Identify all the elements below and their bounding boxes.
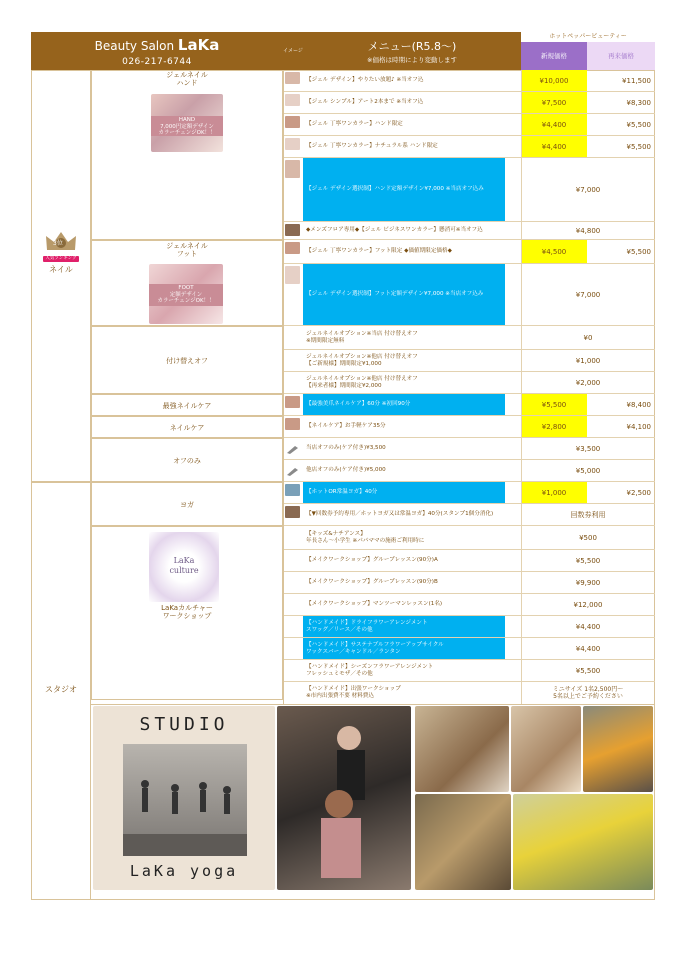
menu-row (283, 660, 655, 682)
row-text: 【ハンドメイド】サステナブルフラワーアップサイクル ワックスバー／キャンドル／ランタン (303, 638, 505, 659)
row-divider (91, 704, 655, 705)
flat-price: ¥4,800 (575, 226, 601, 235)
menu-row (283, 264, 655, 326)
culture-label: LaKaカルチャー ワークショップ (161, 604, 213, 620)
repeat-price: ¥5,500 (626, 120, 651, 129)
row-text: 【ハンドメイド】出張ワークショップ ※市内出張費不要 材料費込 (306, 685, 401, 699)
menu-title: メニュー(R5.8～) (367, 40, 457, 53)
culture-logo (149, 532, 219, 602)
stylist-illustration (277, 706, 411, 890)
foot-photo-caption: FOOT 定額デザイン カラーチェンジOK！！ (157, 285, 215, 304)
flat-price: ¥1,000 (575, 356, 601, 365)
nail-thumbnail-icon (285, 138, 300, 150)
row-text: 【ジェル デザイン】やりたい放題♪ ※当オフ込 (306, 77, 424, 83)
repeat-price: ¥8,300 (626, 98, 651, 107)
menu-row (283, 682, 655, 704)
workshop-photo-1 (415, 706, 509, 792)
image-column-header: イメージ (283, 32, 303, 70)
nail-tool-icon (285, 443, 300, 455)
flat-price: ¥9,900 (575, 578, 601, 587)
care-strong-label: 最強ネイルケア (162, 402, 212, 410)
nail-thumbnail-icon (285, 418, 300, 430)
repeat-price: ¥11,500 (622, 76, 651, 85)
makeup-lesson-photo (277, 706, 411, 890)
nail-thumbnail-icon (285, 72, 300, 84)
gel-foot-label: ジェルネイル フット (166, 242, 208, 258)
menu-row (283, 350, 655, 372)
menu-row (283, 416, 655, 438)
menu-row (283, 326, 655, 350)
new-price: ¥10,000 (521, 70, 587, 91)
repeat-price: ¥5,500 (626, 142, 651, 151)
menu-row (283, 504, 655, 526)
off-only-label: オフのみ (173, 457, 201, 465)
flat-price: 回数券利用 (570, 510, 606, 519)
row-text: 【メイクワークショップ】グループレッスン(90分)A (306, 557, 438, 563)
menu-row (283, 92, 655, 114)
flat-price: ¥5,500 (575, 556, 601, 565)
repeat-price: ¥4,100 (626, 422, 651, 431)
menu-row (283, 114, 655, 136)
hand-nail-photo (151, 94, 223, 152)
flat-price: ¥500 (579, 533, 597, 542)
nail-tool-icon (285, 465, 300, 477)
row-text: 【ジェル デザイン選択制】ハンド定額デザイン¥7,000 ※当店オフ込み (303, 158, 505, 221)
menu-row (283, 594, 655, 616)
flat-price: ¥3,500 (575, 444, 601, 453)
menu-row (283, 526, 655, 550)
flat-price: ¥7,000 (575, 185, 601, 194)
nail-section-label: ネイル (49, 265, 73, 274)
studio-poster (93, 706, 275, 890)
flat-price: ¥12,000 (573, 600, 603, 609)
yoga-thumbnail-icon (285, 506, 300, 518)
yoga-thumbnail-icon (285, 484, 300, 496)
row-text: 【ジェル デザイン選択制】フット定額デザイン¥7,000 ※当店オフ込み (303, 264, 505, 325)
row-text: ジェルネイルオプション※他店 付け替えオフ 【再来者様】期間限定¥2,000 (306, 375, 418, 389)
flat-price: ¥0 (583, 333, 593, 342)
row-text: 【キッズ&ナチアンス】 年長さん～小学生 ※パパママの施術ご利用時に (306, 530, 425, 544)
new-price-header: 新規価格 (521, 42, 587, 70)
menu-row (283, 638, 655, 660)
row-text: 【ジェル 丁寧ワンカラー】ハンド限定 (306, 121, 403, 127)
new-price: ¥5,500 (521, 394, 587, 415)
nail-thumbnail-icon (285, 224, 300, 236)
menu-row (283, 572, 655, 594)
menu-row (283, 158, 655, 222)
row-text: 【▼回数券予約専用／ホットヨガ又は常温ヨガ】40分(スタンプ1個分消化) (306, 511, 494, 517)
row-text: 【ジェル 丁寧ワンカラー】ナチュラル系 ハンド限定 (306, 143, 438, 149)
row-text: 他店オフのみ(ケア付き)¥5,000 (306, 467, 386, 473)
rank-number: 3位 (53, 240, 63, 247)
row-text: 【ホットOR常温ヨガ】40分 (303, 482, 505, 503)
new-price: ¥4,400 (521, 136, 587, 157)
culture-logo-text: LaKa culture (169, 556, 199, 575)
brand-header (31, 32, 283, 70)
mimosa-photo (513, 794, 653, 890)
studio-section-label: スタジオ (45, 685, 77, 694)
column-divider (521, 70, 522, 704)
yoga-heading: LaKa yoga (129, 862, 239, 880)
menu-row (283, 438, 655, 460)
new-price: ¥4,500 (521, 240, 587, 263)
flat-price: ¥5,500 (575, 666, 601, 675)
menu-note: ※価格は時期により変動します (367, 56, 457, 64)
row-text: 【ジェル シンプル】アート2本まで ※当オフ込 (306, 99, 424, 105)
flat-price: ¥4,400 (575, 622, 601, 631)
hotpepper-label: ホットペッパービューティー (549, 33, 627, 40)
candle-photo (583, 706, 653, 792)
new-price: ¥4,400 (521, 114, 587, 135)
yoga-label: ヨガ (180, 501, 194, 509)
yoga-class-photo (123, 744, 247, 856)
nail-thumbnail-icon (285, 396, 300, 408)
row-text: 【ハンドメイド】シーズンフラワーアレンジメント フレッシュミモザ／その他 (306, 663, 434, 677)
flat-price: ミニサイズ 1名2,500円～ 5名以上でご予約ください (552, 685, 624, 700)
menu-row (283, 222, 655, 240)
row-text: 【ジェル 丁寧ワンカラー】フット限定 ◆価値期限定価格◆ (306, 248, 452, 254)
new-price: ¥1,000 (521, 482, 587, 503)
nail-thumbnail-icon (285, 116, 300, 128)
ranking-badge (41, 230, 81, 275)
row-text: ジェルネイルオプション※他店 付け替えオフ 【ご新規様】期間限定¥1,000 (306, 353, 418, 367)
menu-row (283, 240, 655, 264)
nail-thumbnail-icon (285, 160, 300, 178)
row-text: 当店オフのみ(ケア付き)¥3,500 (306, 445, 386, 451)
row-text: ◆メンズフロア専用◆【ジェル ビジネスワンカラー】懸消可※当オフ込 (306, 227, 483, 233)
menu-row (283, 394, 655, 416)
workshop-photo-2 (511, 706, 581, 792)
row-text: 【メイクワークショップ】グループレッスン(90分)B (306, 579, 438, 585)
row-text: 【ネイルケア】お手軽ケア35分 (306, 423, 386, 429)
menu-row (283, 616, 655, 638)
gel-hand-label: ジェルネイル ハンド (166, 71, 208, 87)
foot-nail-photo (149, 264, 223, 324)
repeat-price: ¥5,500 (626, 247, 651, 256)
nail-thumbnail-icon (285, 94, 300, 106)
flat-price: ¥4,400 (575, 644, 601, 653)
menu-row (283, 70, 655, 92)
menu-row (283, 460, 655, 482)
new-price: ¥2,800 (521, 416, 587, 437)
nail-thumbnail-icon (285, 266, 300, 284)
tsukekae-label: 付け替えオフ (166, 357, 208, 365)
row-text: ジェルネイルオプション※当店 付け替えオフ ※期間限定無料 (306, 330, 418, 344)
brand-prefix: Beauty Salon (94, 39, 175, 53)
yoga-people-illustration (123, 744, 247, 856)
menu-row (283, 372, 655, 394)
menu-row (283, 550, 655, 572)
phone-number: 026-217-6744 (122, 57, 192, 67)
nail-thumbnail-icon (285, 242, 300, 254)
rank-label: 人気ランキング (43, 256, 79, 262)
wreath-photo (415, 794, 511, 890)
studio-heading: STUDIO (139, 714, 229, 735)
column-divider (283, 70, 284, 704)
row-text: 【最強美爪ネイルケア】60分 ※初回90分 (303, 394, 505, 415)
flat-price: ¥5,000 (575, 466, 601, 475)
menu-row (283, 136, 655, 158)
repeat-price: ¥2,500 (626, 488, 651, 497)
row-text: 【メイクワークショップ】マンツーマンレッスン(1名) (306, 601, 443, 607)
menu-header (303, 32, 521, 70)
hand-photo-caption: HAND 7,000円定額デザイン カラーチェンジOK！！ (158, 117, 216, 136)
brand-name: LaKa (177, 36, 220, 54)
repeat-price: ¥8,400 (626, 400, 651, 409)
nail-section-cell (31, 70, 91, 482)
row-text: 【ハンドメイド】ドライフラワーアレンジメント スワッグ／リース／その他 (303, 616, 505, 637)
menu-row (283, 482, 655, 504)
flat-price: ¥2,000 (575, 378, 601, 387)
care-label: ネイルケア (169, 424, 205, 432)
repeat-price-header: 再来価格 (587, 42, 655, 70)
flat-price: ¥7,000 (575, 290, 601, 299)
new-price: ¥7,500 (521, 92, 587, 113)
